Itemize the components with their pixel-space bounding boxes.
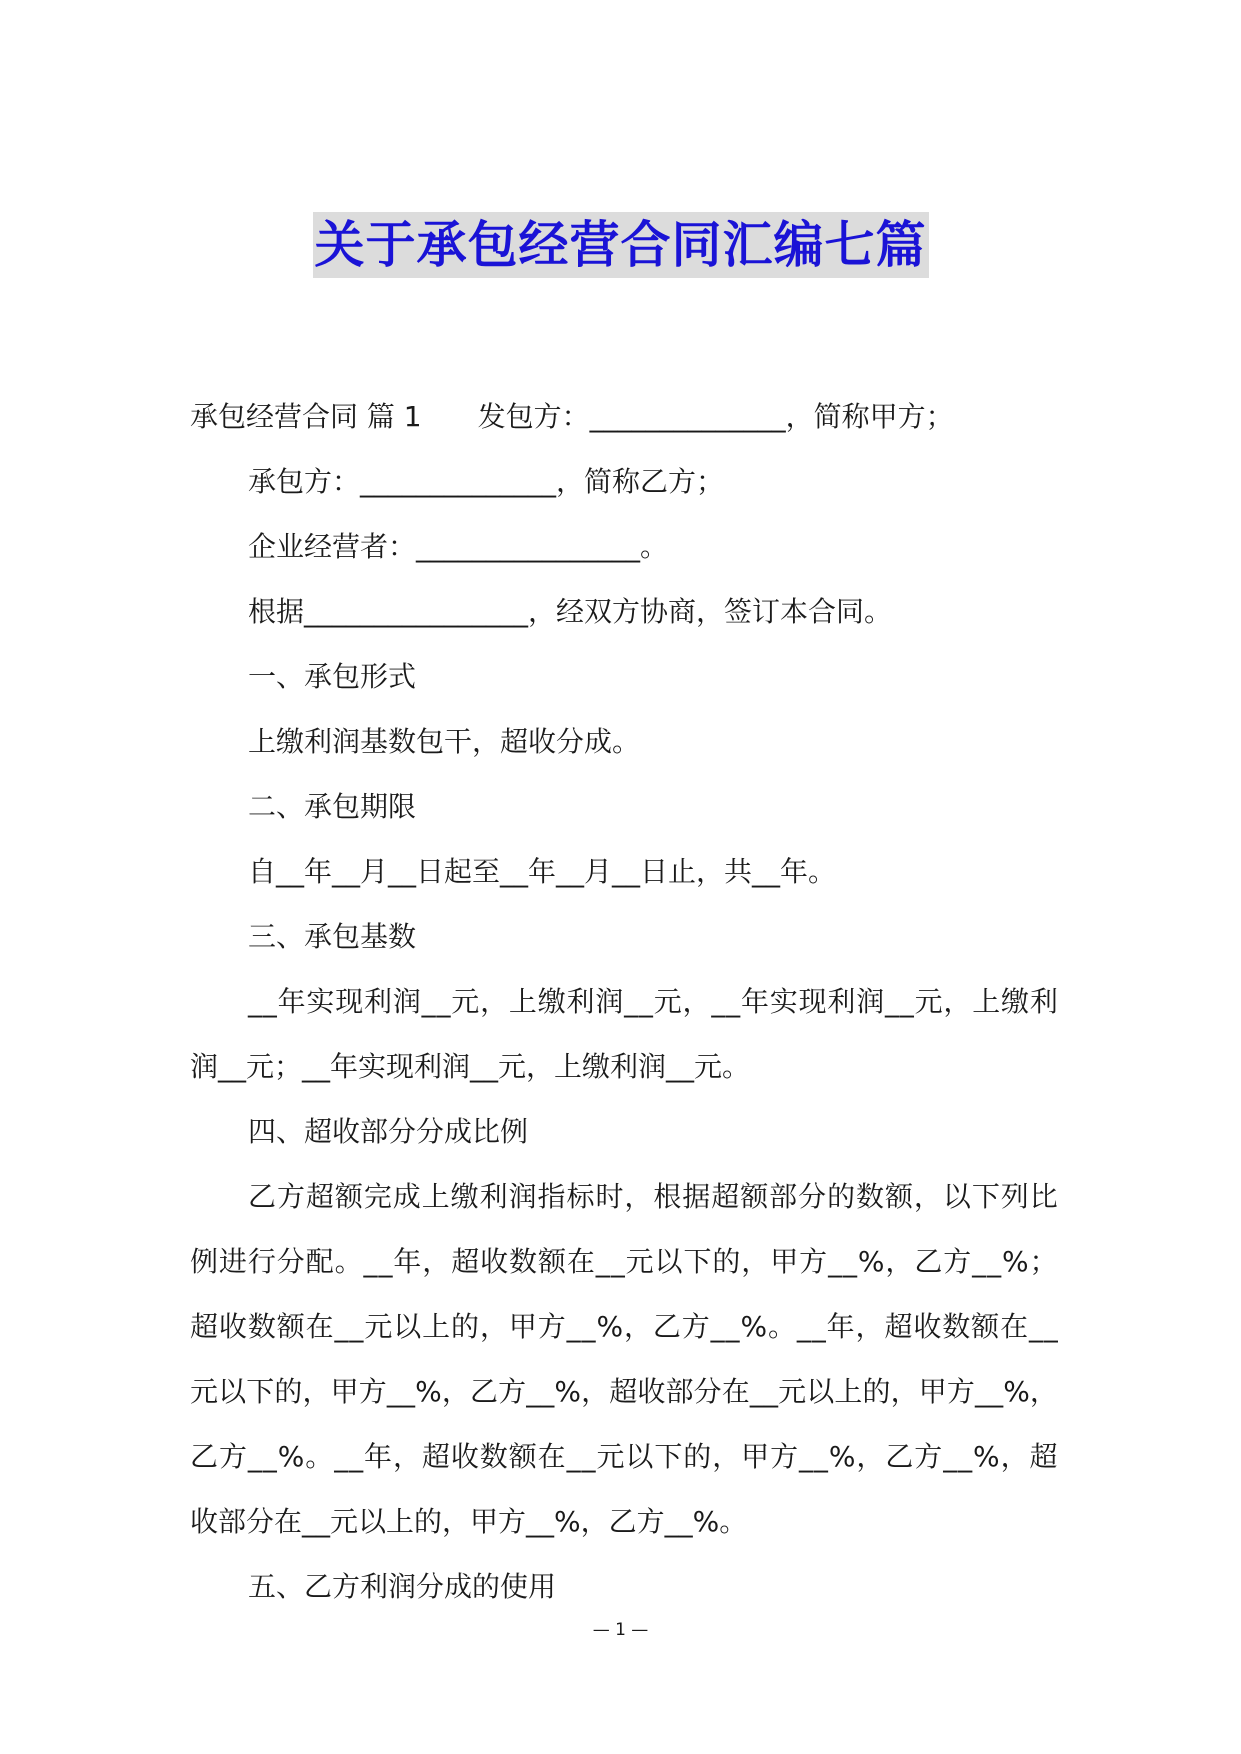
text-char: ， — [1029, 1375, 1058, 1408]
paragraph-line — [190, 1294, 1058, 1359]
text-char: _ — [247, 1440, 262, 1473]
text-char: 。 — [334, 1245, 363, 1278]
text-char: 润 — [508, 1180, 537, 1213]
text-char: 方 — [681, 1310, 710, 1343]
text-char: _ — [987, 1245, 1002, 1278]
text-char: 方 — [498, 1375, 527, 1408]
text-char: 超 — [451, 1245, 480, 1278]
text-char: ， — [856, 1440, 885, 1473]
text-char: % — [740, 1310, 768, 1343]
issuer-line: 发包方：______________，简称甲方； — [477, 400, 954, 433]
text-char: % — [973, 1440, 1000, 1473]
text-char: _ — [813, 1440, 828, 1473]
text-char: _ — [725, 1310, 740, 1343]
paragraph-line: 收部分在__元以上的，甲方__%，乙方__%。 — [190, 1505, 748, 1538]
text-char: 年 — [826, 1310, 855, 1343]
text-char: _ — [566, 1310, 581, 1343]
text-char: 乙 — [885, 1440, 914, 1473]
text-char: ， — [943, 985, 972, 1018]
text-char: 现 — [335, 985, 364, 1018]
text-char: 在 — [537, 1440, 566, 1473]
text-char: 元 — [778, 1375, 807, 1408]
text-char: _ — [363, 1245, 378, 1278]
document-title: 关于承包经营合同汇编七篇 — [313, 212, 929, 278]
text-char: 超 — [609, 1375, 638, 1408]
text-char: 额 — [884, 1180, 913, 1213]
text-char: 额 — [971, 1310, 1000, 1343]
text-char: 的 — [862, 1375, 891, 1408]
text-char: 年 — [393, 1245, 422, 1278]
text-char: ； — [1029, 1245, 1058, 1278]
text-char: _ — [899, 985, 914, 1018]
page-number: — 1 — — [592, 1620, 649, 1640]
text-char: 方 — [943, 1245, 972, 1278]
text-char: _ — [974, 1375, 989, 1408]
text-char: 分 — [693, 1375, 722, 1408]
text-char: 利 — [364, 985, 393, 1018]
text-char: 方 — [770, 1440, 799, 1473]
text-char: 上 — [834, 1375, 863, 1408]
text-char: 超 — [190, 1310, 219, 1343]
text-char: _ — [638, 985, 653, 1018]
text-char: 在 — [721, 1375, 750, 1408]
text-char: 缴 — [1001, 985, 1030, 1018]
text-char: ， — [302, 1375, 331, 1408]
text-char: _ — [796, 1310, 811, 1343]
text-char: _ — [710, 1310, 725, 1343]
text-char: 下 — [971, 1180, 1000, 1213]
text-char: 时 — [595, 1180, 624, 1213]
text-char: _ — [624, 985, 639, 1018]
text-char: 润 — [595, 985, 624, 1018]
text-char: 实 — [769, 985, 798, 1018]
section-heading-2: 二、承包期限 — [248, 790, 417, 823]
text-char: _ — [1028, 1310, 1043, 1343]
text-char: ， — [392, 1440, 421, 1473]
text-char: 实 — [306, 985, 335, 1018]
operator-line: 企业经营者：________________。 — [248, 530, 669, 563]
text-char: ， — [623, 1310, 652, 1343]
text-char: % — [554, 1375, 582, 1408]
text-char: 乙 — [914, 1245, 943, 1278]
text-char: 方 — [358, 1375, 387, 1408]
text-char: _ — [349, 1440, 364, 1473]
text-char: 标 — [566, 1180, 595, 1213]
text-char: 分 — [798, 1180, 827, 1213]
text-char: 分 — [276, 1245, 305, 1278]
text-char: _ — [749, 1375, 764, 1408]
text-char: ， — [682, 985, 711, 1018]
text-char: ， — [890, 1375, 919, 1408]
text-char: 乙 — [248, 1180, 277, 1213]
text-char: 收 — [450, 1440, 479, 1473]
text-char: _ — [972, 1245, 987, 1278]
text-char: _ — [958, 1440, 973, 1473]
text-char: 上 — [508, 985, 537, 1018]
text-char: 额 — [740, 1180, 769, 1213]
text-char: _ — [726, 985, 741, 1018]
text-char: 下 — [683, 1245, 712, 1278]
text-char: 部 — [665, 1375, 694, 1408]
text-char: 行 — [247, 1245, 276, 1278]
text-char: 上 — [421, 1180, 450, 1213]
text-char: 在 — [566, 1245, 595, 1278]
text-char: 的 — [274, 1375, 303, 1408]
text-char: 成 — [392, 1180, 421, 1213]
text-char: 年 — [740, 985, 769, 1018]
text-char: _ — [386, 1375, 401, 1408]
text-char: _ — [421, 985, 436, 1018]
text-char: _ — [989, 1375, 1004, 1408]
text-char: 列 — [1000, 1180, 1029, 1213]
text-char: 以 — [654, 1245, 683, 1278]
basis-line: 根据________________，经双方协商，签订本合同。 — [248, 595, 893, 628]
text-char: 现 — [798, 985, 827, 1018]
text-char: 数 — [856, 1180, 885, 1213]
text-char: 年 — [364, 1440, 393, 1473]
text-char: 据 — [682, 1180, 711, 1213]
text-char: 数 — [247, 1310, 276, 1343]
text-char: 以 — [218, 1375, 247, 1408]
text-char: % — [1003, 1375, 1030, 1408]
paragraph-line — [190, 1229, 1058, 1294]
text-char: 收 — [913, 1310, 942, 1343]
text-char: 缴 — [450, 1180, 479, 1213]
text-char: ， — [913, 1180, 942, 1213]
text-char: 下 — [246, 1375, 275, 1408]
text-char: 部 — [769, 1180, 798, 1213]
text-char: _ — [540, 1375, 555, 1408]
section-heading-3: 三、承包基数 — [248, 920, 417, 953]
text-char: 方 — [537, 1310, 566, 1343]
section-heading-1: 一、承包形式 — [248, 660, 417, 693]
text-char: 上 — [972, 985, 1001, 1018]
text-char: _ — [248, 985, 262, 1018]
document-body — [190, 384, 1058, 1619]
text-char: ， — [741, 1245, 770, 1278]
text-char: 元 — [190, 1375, 219, 1408]
text-char: 元 — [364, 1310, 393, 1343]
text-char: 乙 — [190, 1440, 219, 1473]
text-char: 的 — [683, 1440, 712, 1473]
text-char: 利 — [1029, 985, 1058, 1018]
text-char: 甲 — [508, 1310, 537, 1343]
text-char: _ — [378, 1245, 393, 1278]
text-char: 甲 — [918, 1375, 947, 1408]
text-char: 数 — [479, 1440, 508, 1473]
text-char: % — [828, 1440, 856, 1473]
paragraph-line: 润__元；__年实现利润__元，上缴利润__元。 — [190, 1050, 751, 1083]
text-char: 方 — [799, 1245, 828, 1278]
text-char: 年 — [277, 985, 306, 1018]
text-char: 超 — [711, 1180, 740, 1213]
text-char: ， — [885, 1245, 914, 1278]
text-char: _ — [1043, 1310, 1058, 1343]
text-char: 数 — [509, 1245, 538, 1278]
text-char: 以 — [393, 1310, 422, 1343]
text-char: 。 — [305, 1440, 334, 1473]
section-heading-5: 五、乙方利润分成的使用 — [248, 1570, 557, 1603]
text-char: 的 — [712, 1245, 741, 1278]
text-char: _ — [885, 985, 899, 1018]
text-char: _ — [400, 1375, 415, 1408]
text-char: _ — [799, 1440, 813, 1473]
text-char: 下 — [654, 1440, 683, 1473]
text-char: _ — [610, 1245, 625, 1278]
text-char: _ — [566, 1440, 581, 1473]
text-char: 的 — [827, 1180, 856, 1213]
text-char: _ — [262, 985, 277, 1018]
text-char: 润 — [856, 985, 885, 1018]
text-char: 额 — [537, 1245, 566, 1278]
text-char: ， — [624, 1180, 653, 1213]
contractor-line: 承包方：______________，简称乙方； — [248, 465, 725, 498]
text-char: _ — [595, 1245, 610, 1278]
text-char: 数 — [942, 1310, 971, 1343]
paragraph-line — [190, 969, 1058, 1034]
text-char: _ — [811, 1310, 826, 1343]
text-char: % — [857, 1245, 885, 1278]
title-container — [0, 212, 1241, 278]
text-char: 甲 — [741, 1440, 770, 1473]
text-char: % — [596, 1310, 624, 1343]
text-char: 润 — [392, 985, 421, 1018]
text-char: 完 — [363, 1180, 392, 1213]
text-char: % — [277, 1440, 305, 1473]
text-char: % — [415, 1375, 442, 1408]
text-char: ， — [480, 985, 509, 1018]
text-char: 利 — [827, 985, 856, 1018]
text-char: 方 — [218, 1440, 247, 1473]
text-char: 收 — [480, 1245, 509, 1278]
header-line — [190, 384, 1058, 449]
text-char: 利 — [479, 1180, 508, 1213]
text-char: _ — [349, 1310, 364, 1343]
text-char: 乙 — [469, 1375, 498, 1408]
section-heading-4: 四、超收部分分成比例 — [248, 1115, 529, 1148]
text-char: 进 — [218, 1245, 247, 1278]
text-char: 收 — [637, 1375, 666, 1408]
paragraph-line — [190, 1164, 1058, 1229]
text-char: _ — [943, 1440, 958, 1473]
text-char: _ — [526, 1375, 541, 1408]
text-char: 方 — [276, 1180, 305, 1213]
text-char: ， — [441, 1375, 470, 1408]
text-char: 缴 — [537, 985, 566, 1018]
text-char: 比 — [1029, 1180, 1058, 1213]
text-char: _ — [828, 1245, 843, 1278]
text-char: ， — [855, 1310, 884, 1343]
text-char: 在 — [305, 1310, 334, 1343]
text-char: ， — [581, 1375, 610, 1408]
text-char: 以 — [806, 1375, 835, 1408]
text-char: _ — [262, 1440, 277, 1473]
text-char: 元 — [625, 1245, 654, 1278]
text-char: 收 — [218, 1310, 247, 1343]
text-char: 例 — [190, 1245, 219, 1278]
text-char: _ — [334, 1440, 349, 1473]
text-char: _ — [842, 1245, 857, 1278]
text-char: _ — [334, 1310, 349, 1343]
text-char: 元 — [451, 985, 480, 1018]
text-char: ， — [1000, 1440, 1029, 1473]
text-char: 指 — [537, 1180, 566, 1213]
text-char: % — [1001, 1245, 1029, 1278]
paragraph: 自__年__月__日起至__年__月__日止，共__年。 — [248, 855, 837, 888]
text-char: 以 — [942, 1180, 971, 1213]
contract-section-label: 承包经营合同 篇 1 — [190, 400, 422, 433]
text-char: 额 — [334, 1180, 363, 1213]
paragraph: 上缴利润基数包干，超收分成。 — [248, 725, 641, 758]
text-char: 上 — [422, 1310, 451, 1343]
text-char: _ — [711, 985, 726, 1018]
text-char: _ — [436, 985, 451, 1018]
paragraph-line — [190, 1359, 1058, 1424]
text-char: 超 — [421, 1440, 450, 1473]
text-char: 超 — [1029, 1440, 1058, 1473]
text-char: _ — [581, 1440, 596, 1473]
text-char: _ — [581, 1310, 596, 1343]
text-char: _ — [763, 1375, 778, 1408]
text-char: 利 — [566, 985, 595, 1018]
text-char: 的 — [451, 1310, 480, 1343]
text-char: 超 — [884, 1310, 913, 1343]
text-char: 方 — [914, 1440, 943, 1473]
text-char: 在 — [1000, 1310, 1029, 1343]
text-char: ， — [422, 1245, 451, 1278]
text-char: ， — [479, 1310, 508, 1343]
text-char: 元 — [914, 985, 943, 1018]
text-char: 元 — [653, 985, 682, 1018]
text-char: 根 — [653, 1180, 682, 1213]
text-char: 配 — [305, 1245, 334, 1278]
text-char: 额 — [508, 1440, 537, 1473]
text-char: 甲 — [330, 1375, 359, 1408]
text-char: 元 — [596, 1440, 625, 1473]
text-char: 超 — [305, 1180, 334, 1213]
text-char: 以 — [625, 1440, 654, 1473]
text-char: 。 — [767, 1310, 796, 1343]
text-char: 乙 — [652, 1310, 681, 1343]
text-char: 甲 — [770, 1245, 799, 1278]
text-char: 额 — [276, 1310, 305, 1343]
text-char: ， — [712, 1440, 741, 1473]
paragraph-line — [190, 1424, 1058, 1489]
text-char: 方 — [946, 1375, 975, 1408]
